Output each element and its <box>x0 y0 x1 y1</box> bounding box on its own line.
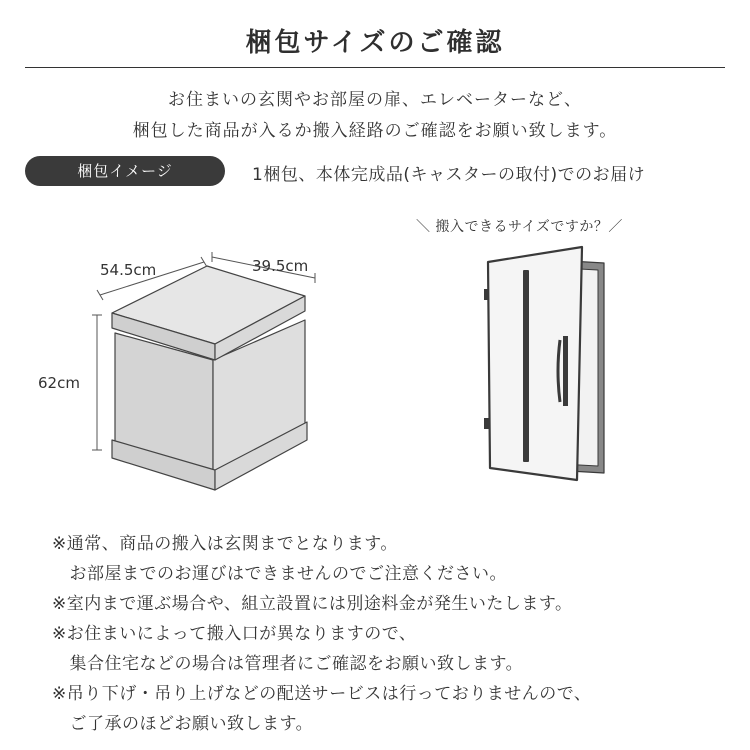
door-edge-strip <box>523 270 529 462</box>
note-line-4: ※お住まいによって搬入口が異なりますので、 <box>52 624 417 644</box>
door-hinge-bottom <box>484 418 489 429</box>
intro-line-2: 梱包した商品が入るか搬入経路のご確認をお願い致します。 <box>132 121 618 141</box>
dimension-height-label: 62cm <box>38 374 80 392</box>
door-illustration <box>484 247 604 480</box>
intro-line-1: お住まいの玄関やお部屋の扉、エレベーターなど、 <box>168 90 582 110</box>
dimension-width-label: 54.5cm <box>100 261 157 279</box>
note-line-2: お部屋までのお運びはできませんのでご注意ください。 <box>52 564 507 584</box>
note-line-1: ※通常、商品の搬入は玄関までとなります。 <box>52 534 398 554</box>
note-line-3: ※室内まで運ぶ場合や、組立設置には別途料金が発生いたします。 <box>52 594 573 614</box>
note-line-6: ※吊り下げ・吊り上げなどの配送サービスは行っておりませんので、 <box>52 684 592 704</box>
note-line-7: ご了承のほどお願い致します。 <box>52 714 314 734</box>
delivery-description: 1梱包、本体完成品(キャスターの取付)でのお届け <box>252 165 646 185</box>
package-image-label: 梱包イメージ <box>25 156 225 186</box>
note-line-5: 集合住宅などの場合は管理者にご確認をお願い致します。 <box>52 654 524 674</box>
package-box <box>112 266 307 490</box>
dimension-depth-label: 39.5cm <box>252 257 309 275</box>
door-hinge-top <box>484 289 489 300</box>
door-caption: ＼ 搬入できるサイズですか？／ <box>416 219 623 235</box>
door-handle-icon <box>563 336 568 406</box>
page-title: 梱包サイズのご確認 <box>245 28 505 58</box>
